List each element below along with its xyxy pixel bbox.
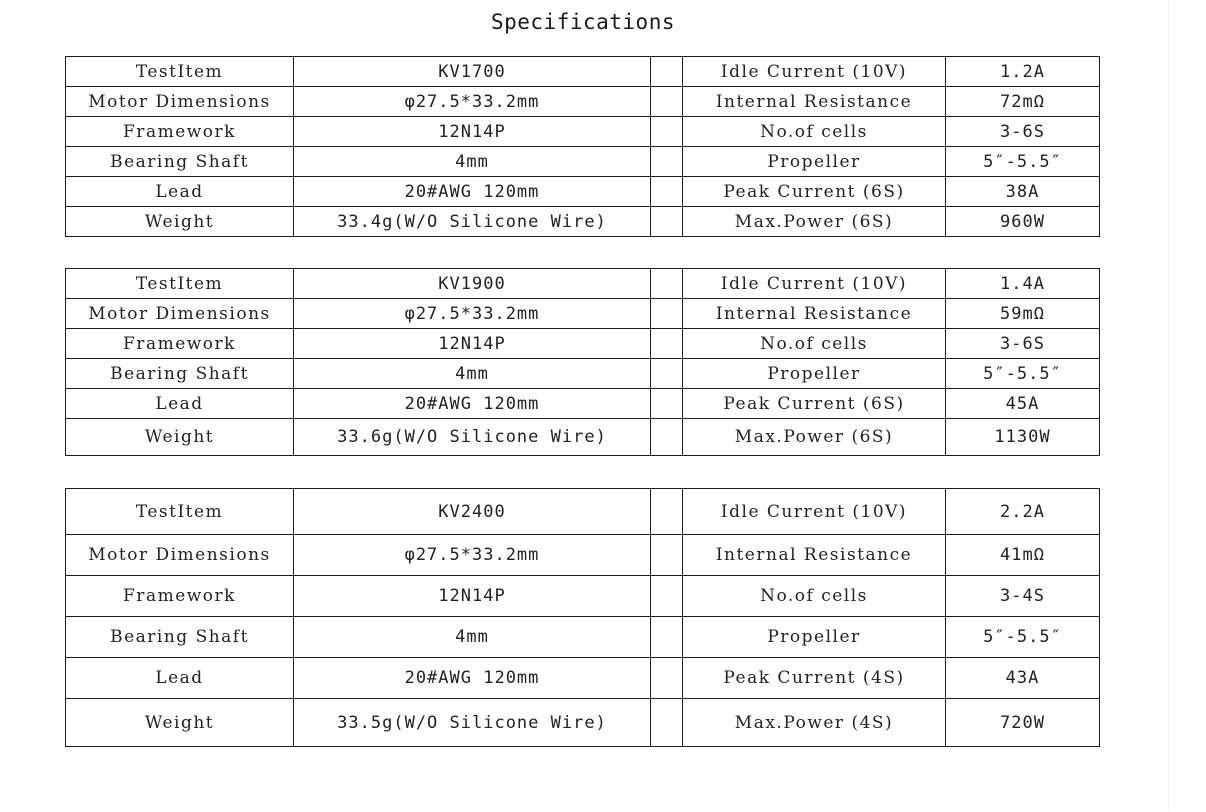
- label-cell: TestItem: [66, 57, 294, 87]
- label-cell: Lead: [66, 389, 294, 419]
- gap-cell: [651, 489, 683, 535]
- table-row: [66, 147, 1100, 177]
- label-cell: No.of cells: [683, 117, 946, 147]
- value-cell: KV2400: [294, 489, 651, 535]
- gap-cell: [651, 299, 683, 329]
- label-cell: TestItem: [66, 269, 294, 299]
- gap-cell: [651, 617, 683, 658]
- value-cell: 20#AWG 120mm: [294, 658, 651, 699]
- value-cell: 59mΩ: [946, 299, 1100, 329]
- value-cell: 72mΩ: [946, 87, 1100, 117]
- table-row: [66, 299, 1100, 329]
- value-cell: 5″-5.5″: [946, 359, 1100, 389]
- spec-table-kv1900: [65, 268, 1100, 456]
- gap-cell: [651, 658, 683, 699]
- label-cell: Propeller: [683, 147, 946, 177]
- table-row: [66, 359, 1100, 389]
- value-cell: 5″-5.5″: [946, 617, 1100, 658]
- label-cell: Internal Resistance: [683, 535, 946, 576]
- spec-table-kv1700: [65, 56, 1100, 237]
- value-cell: 12N14P: [294, 576, 651, 617]
- label-cell: Idle Current (10V): [683, 489, 946, 535]
- gap-cell: [651, 177, 683, 207]
- gap-cell: [651, 419, 683, 456]
- label-cell: Idle Current (10V): [683, 57, 946, 87]
- label-cell: Motor Dimensions: [66, 87, 294, 117]
- value-cell: 4mm: [294, 617, 651, 658]
- value-cell: 5″-5.5″: [946, 147, 1100, 177]
- label-cell: Lead: [66, 177, 294, 207]
- value-cell: φ27.5*33.2mm: [294, 535, 651, 576]
- value-cell: φ27.5*33.2mm: [294, 87, 651, 117]
- value-cell: 2.2A: [946, 489, 1100, 535]
- gap-cell: [651, 699, 683, 747]
- label-cell: Internal Resistance: [683, 87, 946, 117]
- label-cell: Internal Resistance: [683, 299, 946, 329]
- label-cell: Framework: [66, 117, 294, 147]
- label-cell: Framework: [66, 329, 294, 359]
- value-cell: 33.4g(W/O Silicone Wire): [294, 207, 651, 237]
- gap-cell: [651, 576, 683, 617]
- table-row: [66, 207, 1100, 237]
- table-row: [66, 489, 1100, 535]
- value-cell: 720W: [946, 699, 1100, 747]
- label-cell: Idle Current (10V): [683, 269, 946, 299]
- gap-cell: [651, 87, 683, 117]
- table-row: [66, 576, 1100, 617]
- label-cell: Max.Power (6S): [683, 419, 946, 456]
- gap-cell: [651, 117, 683, 147]
- value-cell: 3-6S: [946, 329, 1100, 359]
- value-cell: 43A: [946, 658, 1100, 699]
- label-cell: Framework: [66, 576, 294, 617]
- gap-cell: [651, 57, 683, 87]
- table-row: [66, 535, 1100, 576]
- gap-cell: [651, 359, 683, 389]
- label-cell: Motor Dimensions: [66, 299, 294, 329]
- value-cell: 960W: [946, 207, 1100, 237]
- label-cell: Peak Current (6S): [683, 389, 946, 419]
- value-cell: 45A: [946, 389, 1100, 419]
- table-row: [66, 57, 1100, 87]
- table-row: [66, 117, 1100, 147]
- value-cell: 1130W: [946, 419, 1100, 456]
- label-cell: Weight: [66, 207, 294, 237]
- label-cell: No.of cells: [683, 329, 946, 359]
- label-cell: Lead: [66, 658, 294, 699]
- value-cell: 33.5g(W/O Silicone Wire): [294, 699, 651, 747]
- value-cell: 3-6S: [946, 117, 1100, 147]
- label-cell: Max.Power (4S): [683, 699, 946, 747]
- table-row: [66, 419, 1100, 456]
- value-cell: 4mm: [294, 147, 651, 177]
- value-cell: KV1700: [294, 57, 651, 87]
- value-cell: 41mΩ: [946, 535, 1100, 576]
- label-cell: Peak Current (6S): [683, 177, 946, 207]
- gap-cell: [651, 207, 683, 237]
- value-cell: 1.2A: [946, 57, 1100, 87]
- gap-cell: [651, 329, 683, 359]
- label-cell: Max.Power (6S): [683, 207, 946, 237]
- gap-cell: [651, 389, 683, 419]
- value-cell: 20#AWG 120mm: [294, 177, 651, 207]
- table-row: [66, 617, 1100, 658]
- value-cell: 20#AWG 120mm: [294, 389, 651, 419]
- label-cell: Propeller: [683, 359, 946, 389]
- value-cell: 33.6g(W/O Silicone Wire): [294, 419, 651, 456]
- label-cell: Weight: [66, 419, 294, 456]
- value-cell: 3-4S: [946, 576, 1100, 617]
- table-row: [66, 329, 1100, 359]
- label-cell: No.of cells: [683, 576, 946, 617]
- table-row: [66, 389, 1100, 419]
- gap-cell: [651, 269, 683, 299]
- label-cell: Bearing Shaft: [66, 617, 294, 658]
- table-row: [66, 177, 1100, 207]
- value-cell: 38A: [946, 177, 1100, 207]
- label-cell: Motor Dimensions: [66, 535, 294, 576]
- label-cell: Propeller: [683, 617, 946, 658]
- spec-table-kv2400: [65, 488, 1100, 747]
- value-cell: 1.4A: [946, 269, 1100, 299]
- label-cell: Bearing Shaft: [66, 359, 294, 389]
- value-cell: KV1900: [294, 269, 651, 299]
- value-cell: φ27.5*33.2mm: [294, 299, 651, 329]
- label-cell: Weight: [66, 699, 294, 747]
- value-cell: 12N14P: [294, 117, 651, 147]
- table-row: [66, 269, 1100, 299]
- table-row: [66, 699, 1100, 747]
- table-row: [66, 658, 1100, 699]
- gap-cell: [651, 535, 683, 576]
- label-cell: TestItem: [66, 489, 294, 535]
- gap-cell: [651, 147, 683, 177]
- value-cell: 12N14P: [294, 329, 651, 359]
- label-cell: Peak Current (4S): [683, 658, 946, 699]
- page-title: Specifications: [490, 10, 675, 34]
- label-cell: Bearing Shaft: [66, 147, 294, 177]
- value-cell: 4mm: [294, 359, 651, 389]
- table-row: [66, 87, 1100, 117]
